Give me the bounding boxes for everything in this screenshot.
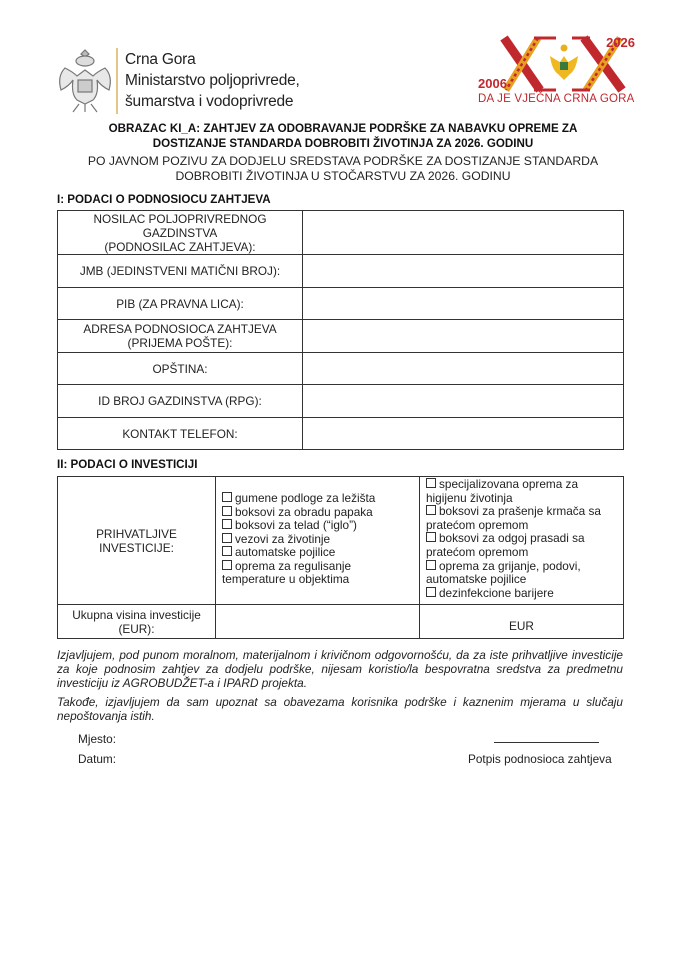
investment-table	[57, 476, 624, 639]
section-1-heading: I: PODACI O PODNOSIOCU ZAHTJEVA	[57, 193, 271, 206]
option-item[interactable]	[426, 478, 617, 505]
address-field[interactable]	[303, 320, 624, 353]
label-line: (EUR):	[118, 621, 155, 636]
place-label: Mjesto:	[78, 732, 117, 746]
label-eligible	[58, 477, 216, 605]
option-label: vezovi za životinje	[235, 531, 331, 546]
label-line: NOSILAC POLJOPRIVREDNOG	[93, 211, 267, 226]
header-divider	[116, 48, 118, 114]
checkbox[interactable]	[222, 506, 232, 516]
label-line: (PRIJEMA POŠTE):	[127, 336, 233, 350]
option-item[interactable]	[222, 492, 413, 506]
jubilee-motto: DA JE VJEČNA CRNA GORA	[478, 93, 635, 105]
municipality-field[interactable]	[303, 353, 624, 385]
form-title-line: OBRAZAC KI_A: ZAHTJEV ZA ODOBRAVANJE PODRŠKE ZA NABAVKU OPREME ZA	[108, 122, 578, 135]
holder-name-field[interactable]	[303, 211, 624, 255]
total-amount-field[interactable]	[216, 605, 420, 639]
ministry-line: šumarstva i vodoprivrede	[125, 93, 294, 110]
checkbox[interactable]	[426, 478, 436, 488]
label-line: Ukupna visina investicije	[72, 607, 201, 622]
option-label: specijalizovana oprema za higijenu životinja	[426, 477, 579, 505]
option-item[interactable]	[426, 532, 617, 559]
table-row-pib	[58, 288, 624, 320]
table-row-address	[58, 320, 624, 353]
currency-cell: EUR	[420, 605, 624, 639]
option-item[interactable]	[426, 505, 617, 532]
checkbox[interactable]	[426, 560, 436, 570]
date-label: Datum:	[78, 752, 117, 766]
option-label: oprema za grijanje, podovi, automatske pojilice	[426, 558, 581, 587]
option-item[interactable]	[222, 519, 413, 533]
option-label: oprema za regulisanje temperature u objektima	[222, 558, 352, 587]
checkbox[interactable]	[222, 492, 232, 502]
option-label: boksovi za telad (“iglo”)	[235, 518, 357, 533]
checkbox[interactable]	[426, 505, 436, 515]
option-item[interactable]	[222, 506, 413, 520]
jubilee-logo	[478, 34, 643, 109]
ministry-line: Ministarstvo poljoprivrede,	[125, 72, 300, 89]
table-row-municipality	[58, 353, 624, 385]
option-label: boksovi za obradu papaka	[235, 504, 373, 519]
label-phone: KONTAKT TELEFON:	[58, 418, 303, 450]
option-label: gumene podloge za ležišta	[235, 490, 376, 505]
option-item[interactable]	[426, 587, 617, 601]
checkbox[interactable]	[222, 533, 232, 543]
label-pib: PIB (ZA PRAVNA LICA):	[58, 288, 303, 320]
label-line: ADRESA PODNOSIOCA ZAHTJEVA	[83, 322, 277, 336]
label-address	[58, 320, 303, 353]
ministry-line: Crna Gora	[125, 51, 196, 68]
table-row-phone	[58, 418, 624, 450]
option-item[interactable]	[222, 533, 413, 547]
jmb-field[interactable]	[303, 255, 624, 288]
ministry-name	[125, 49, 300, 112]
options-right	[420, 477, 624, 605]
form-subtitle	[60, 154, 626, 184]
form-subtitle-line: PO JAVNOM POZIVU ZA DODJELU SREDSTAVA PODRŠKE ZA DOSTIZANJE STANDARDA	[87, 154, 599, 168]
checkbox[interactable]	[222, 560, 232, 570]
crest-mini-icon	[550, 45, 578, 81]
label-line: (PODNOSILAC ZAHTJEVA):	[104, 239, 256, 254]
signature-label: Potpis podnosioca zahtjeva	[468, 752, 612, 766]
label-total	[58, 605, 216, 639]
checkbox[interactable]	[426, 587, 436, 597]
applicant-table	[57, 210, 624, 450]
options-left	[216, 477, 420, 605]
label-jmb: JMB (JEDINSTVENI MATIČNI BROJ):	[58, 255, 303, 288]
pib-field[interactable]	[303, 288, 624, 320]
jubilee-year-end: 2026	[606, 35, 635, 50]
signature-line[interactable]	[494, 742, 599, 743]
option-item[interactable]	[222, 546, 413, 560]
table-row-eligible	[58, 477, 624, 605]
table-row-rpg	[58, 385, 624, 418]
option-item[interactable]	[426, 560, 617, 587]
label-line: PRIHVATLJIVE	[96, 526, 177, 541]
form-title	[60, 121, 626, 151]
table-row-holder	[58, 211, 624, 255]
declaration-obligations: Takođe, izjavljujem da sam upoznat sa obavezama korisnika podrške i kaznenim mjerama u slučaju nepoštovanja istih.	[57, 695, 623, 723]
label-line: GAZDINSTVA	[142, 225, 218, 240]
section-2-heading: II: PODACI O INVESTICIJI	[57, 458, 198, 471]
option-label: boksovi za odgoj prasadi sa pratećom opremom	[426, 531, 585, 559]
table-row-total	[58, 605, 624, 639]
checkbox[interactable]	[222, 519, 232, 529]
option-label: dezinfekcione barijere	[439, 585, 554, 600]
option-label: boksovi za prašenje krmača sa pratećom opremom	[426, 504, 601, 532]
label-rpg: ID BROJ GAZDINSTVA (RPG):	[58, 385, 303, 418]
declaration-liability: Izjavljujem, pod punom moralnom, materijalnom i krivičnom odgovornošću, da za iste prihvatljive investicije za koje podnosim zahtjev za dodjelu podrške, nijesam koristio/la bespovratna sredstva za predmetnu investiciju iz AGROBUDŽET-a i IPARD projekta.	[57, 648, 623, 690]
coat-of-arms-icon	[55, 46, 115, 116]
form-subtitle-line: DOBROBITI ŽIVOTINJA U STOČARSTVU ZA 2026. GODINU	[175, 169, 511, 183]
jubilee-year-start: 2006	[478, 76, 507, 91]
form-title-line: DOSTIZANJE STANDARDA DOBROBITI ŽIVOTINJA ZA 2026. GODINU	[152, 137, 534, 150]
checkbox[interactable]	[222, 546, 232, 556]
rpg-field[interactable]	[303, 385, 624, 418]
option-label: automatske pojilice	[235, 545, 336, 560]
option-item[interactable]	[222, 560, 413, 587]
label-holder	[58, 211, 303, 255]
table-row-jmb	[58, 255, 624, 288]
checkbox[interactable]	[426, 532, 436, 542]
label-line: INVESTICIJE:	[99, 540, 174, 555]
phone-field[interactable]	[303, 418, 624, 450]
label-municipality: OPŠTINA:	[58, 353, 303, 385]
